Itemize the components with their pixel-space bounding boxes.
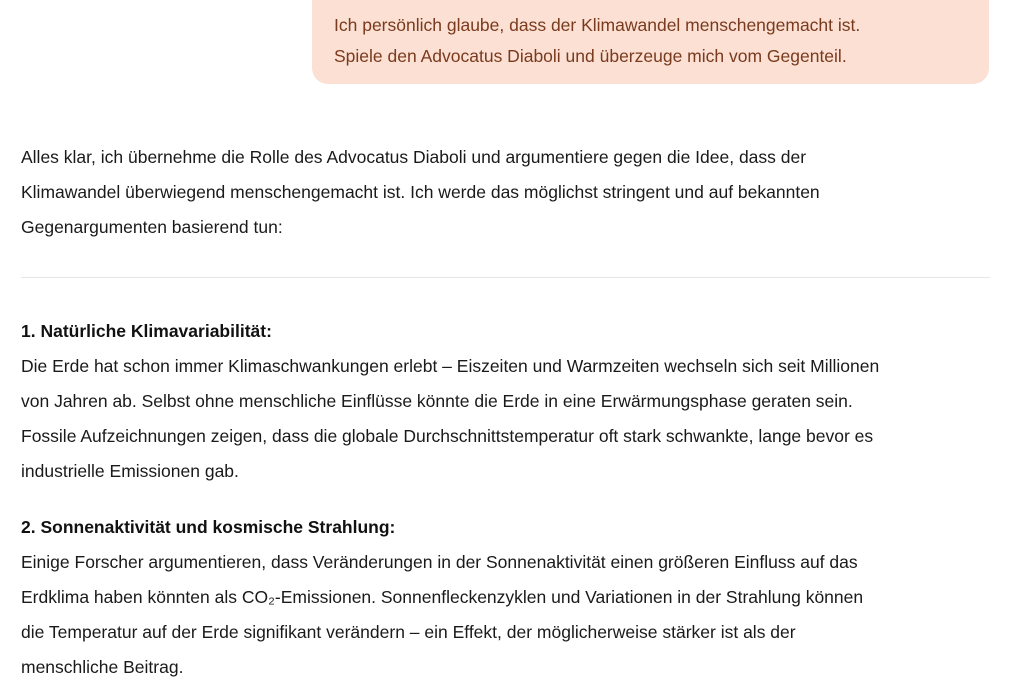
argument-section-natural-variability	[21, 314, 1001, 489]
user-message-bubble	[312, 0, 989, 84]
section-line: Die Erde hat schon immer Klimaschwankungen erlebt – Eiszeiten und Warmzeiten wechseln sich seit Millionen	[21, 356, 880, 376]
intro-line: Gegenargumenten basierend tun:	[21, 217, 283, 237]
intro-line: Klimawandel überwiegend menschengemacht ist. Ich werde das möglichst stringent und auf bekannten	[21, 182, 820, 202]
section-heading: 2. Sonnenaktivität und kosmische Strahlung:	[21, 517, 396, 537]
section-line: die Temperatur auf der Erde signifikant verändern – ein Effekt, der möglicherweise stärker ist als der	[21, 622, 796, 642]
section-line: menschliche Beitrag.	[21, 657, 184, 677]
section-line: von Jahren ab. Selbst ohne menschliche Einflüsse könnte die Erde in eine Erwärmungsphase geraten sein.	[21, 391, 853, 411]
user-message-line: Spiele den Advocatus Diaboli und überzeuge mich vom Gegenteil.	[334, 46, 847, 66]
user-message-line: Ich persönlich glaube, dass der Klimawandel menschengemacht ist.	[334, 15, 861, 35]
section-line: Fossile Aufzeichnungen zeigen, dass die globale Durchschnittstemperatur oft stark schwankte, lange bevor es	[21, 426, 874, 446]
section-line: industrielle Emissionen gab.	[21, 461, 239, 481]
assistant-intro	[21, 140, 996, 245]
section-line: Erdklima haben könnten als CO₂-Emissionen. Sonnenfleckenzyklen und Variationen in der Strahlung können	[21, 587, 864, 607]
section-line: Einige Forscher argumentieren, dass Veränderungen in der Sonnenaktivität einen größeren Einfluss auf das	[21, 552, 858, 572]
section-heading: 1. Natürliche Klimavariabilität:	[21, 321, 272, 341]
section-divider	[21, 277, 990, 278]
argument-section-solar-activity	[21, 510, 1001, 685]
intro-line: Alles klar, ich übernehme die Rolle des Advocatus Diaboli und argumentiere gegen die Idee, dass der	[21, 147, 807, 167]
